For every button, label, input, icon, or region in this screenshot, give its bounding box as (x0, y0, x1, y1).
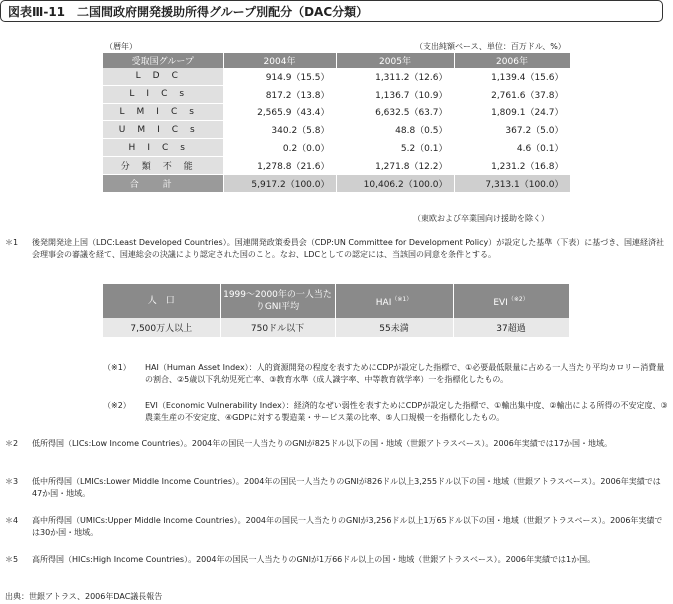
table-header-row (103, 53, 570, 68)
note-text: HAI（Human Asset Index）：人的資源開発の程度を表すためにCDPが設定した指標で、①必要最低限量に占める一人当たり平均カロリー消費量の割合、②5歳以下乳幼児死亡率、③教育水準（成人識字率、中等教育就学率）一を指標化したもの。 (145, 363, 665, 384)
footnote-mark: ＊3 (5, 477, 19, 486)
header-population: 人 口 (103, 284, 220, 318)
cell-2004: 1,278.8（21.6） (223, 156, 336, 174)
total-2005: 10,406.2（100.0） (336, 174, 454, 192)
cell-2004: 817.2（13.8） (223, 85, 336, 103)
row-label: 分類不能 (103, 156, 223, 174)
table-row (103, 85, 570, 103)
cell-2004: 914.9（15.5） (223, 68, 336, 85)
value-gni: 750ドル以下 (220, 318, 335, 337)
allocation-table (103, 53, 571, 193)
note-evi (103, 400, 668, 426)
header-hai (335, 284, 453, 318)
footnote-text: 低中所得国（LMICs:Lower Middle Income Countries）。2004年の国民一人当たりのGNIが826ドル以上3,255ドル以下の国・地域（世銀アトラスベース）。2006年実績では47か国・地域。 (32, 477, 661, 498)
criteria-row (103, 318, 569, 337)
cell-2005: 1,136.7（10.9） (336, 85, 454, 103)
note-hai (103, 362, 668, 388)
column-header: 受取国グループ (103, 53, 223, 68)
header-evi (453, 284, 569, 318)
year-unit: （暦年） (105, 42, 137, 51)
footnote-mark: ＊2 (5, 439, 19, 448)
criteria-header-row (103, 284, 569, 318)
note-mark: （※2） (103, 401, 131, 410)
cell-2006: 1,139.4（15.6） (454, 68, 570, 85)
table-row (103, 68, 570, 85)
table-row (103, 103, 570, 121)
value-population: 7,500万人以上 (103, 318, 220, 337)
header-evi-ref: （※2） (507, 295, 529, 303)
cell-2006: 367.2（5.0） (454, 121, 570, 139)
cell-2004: 0.2（0.0） (223, 139, 336, 157)
cell-2005: 1,271.8（12.2） (336, 156, 454, 174)
cell-2006: 2,761.6（37.8） (454, 85, 570, 103)
table-row (103, 139, 570, 157)
cell-2004: 340.2（5.8） (223, 121, 336, 139)
cell-2005: 5.2（0.1） (336, 139, 454, 157)
ldc-criteria-table (103, 284, 570, 337)
row-label: UMICs (103, 121, 223, 139)
row-label: HICs (103, 139, 223, 157)
footnote-text: 後発開発途上国（LDC:Least Developed Countries）。国連開発政策委員会（CDP:UN Committee for Development Policy）が設定した基準（下表）に基づき、国連経済社会理事会の審議を経て、国連総会の決議により認定された国のこと。なお、LDCとしての認定には、当該国の同意を条件とする。 (32, 238, 664, 259)
column-header: 2005年 (336, 53, 454, 68)
column-header: 2004年 (223, 53, 336, 68)
footnote-mark: ＊5 (5, 555, 19, 564)
column-header: 2006年 (454, 53, 570, 68)
table-note: （東欧および卒業国向け援助を除く） (413, 214, 549, 223)
footnote-3 (5, 476, 665, 502)
value-hai: 55未満 (335, 318, 453, 337)
footnote-1 (5, 237, 665, 263)
total-label: 合計 (103, 174, 223, 192)
footnote-mark: ＊4 (5, 516, 19, 525)
header-hai-ref: （※1） (391, 295, 413, 303)
cell-2006: 1,809.1（24.7） (454, 103, 570, 121)
cell-2005: 1,311.2（12.6） (336, 68, 454, 85)
row-label: LICs (103, 85, 223, 103)
note-text: EVI（Economic Vulnerability Index）：経済的なぜい弱性を表すためにCDPが設定した指標で、①輸出集中度、②輸出による所得の不安定度、③農業生産の不安定度、④GDPに対する製造業・サービス業の比率、⑤人口規模一を指標化したもの。 (145, 401, 668, 422)
cell-2005: 6,632.5（63.7） (336, 103, 454, 121)
page-title: 図表Ⅲ-11 二国間政府開発援助所得グループ別配分（DAC分類） (8, 5, 369, 19)
footnote-2 (5, 438, 665, 464)
value-evi: 37超過 (453, 318, 569, 337)
total-2004: 5,917.2（100.0） (223, 174, 336, 192)
row-label: LDC (103, 68, 223, 85)
header-gni: 1999〜2000年の一人当たりGNI平均 (220, 284, 335, 318)
total-2006: 7,313.1（100.0） (454, 174, 570, 192)
cell-2005: 48.8（0.5） (336, 121, 454, 139)
footnote-5 (5, 554, 665, 580)
footnote-text: 高中所得国（UMICs:Upper Middle Income Countries）。2004年の国民一人当たりのGNIが3,256ドル以上1万65ドル以下の国・地域（世銀アトラスベース）。2006年実績では30か国・地域。 (32, 516, 663, 537)
cell-2006: 1,231.2（16.8） (454, 156, 570, 174)
cell-2006: 4.6（0.1） (454, 139, 570, 157)
table-row (103, 156, 570, 174)
footnote-4 (5, 515, 665, 541)
footnote-text: 低所得国（LICs:Low Income Countries）。2004年の国民一人当たりのGNIが825ドル以下の国・地域（世銀アトラスベース）。2006年実績では17か国・地域。 (32, 439, 612, 448)
table-row (103, 121, 570, 139)
title-box (0, 0, 663, 22)
header-evi-label: EVI (493, 297, 508, 308)
footnote-text: 高所得国（HICs:High Income Countries）。2004年の国民一人当たりのGNIが1万66ドル以上の国・地域（世銀アトラスベース）。2006年実績では1か国。 (32, 555, 596, 564)
footnote-mark: ＊1 (5, 238, 19, 247)
cell-2004: 2,565.9（43.4） (223, 103, 336, 121)
unit-note: （支出純額ベース、単位：百万ドル、%） (415, 42, 566, 51)
total-row (103, 174, 570, 192)
row-label: LMICs (103, 103, 223, 121)
source-note: 出典：世銀アトラス、2006年DAC議長報告 (5, 592, 163, 601)
note-mark: （※1） (103, 363, 131, 372)
header-hai-label: HAI (375, 297, 392, 308)
